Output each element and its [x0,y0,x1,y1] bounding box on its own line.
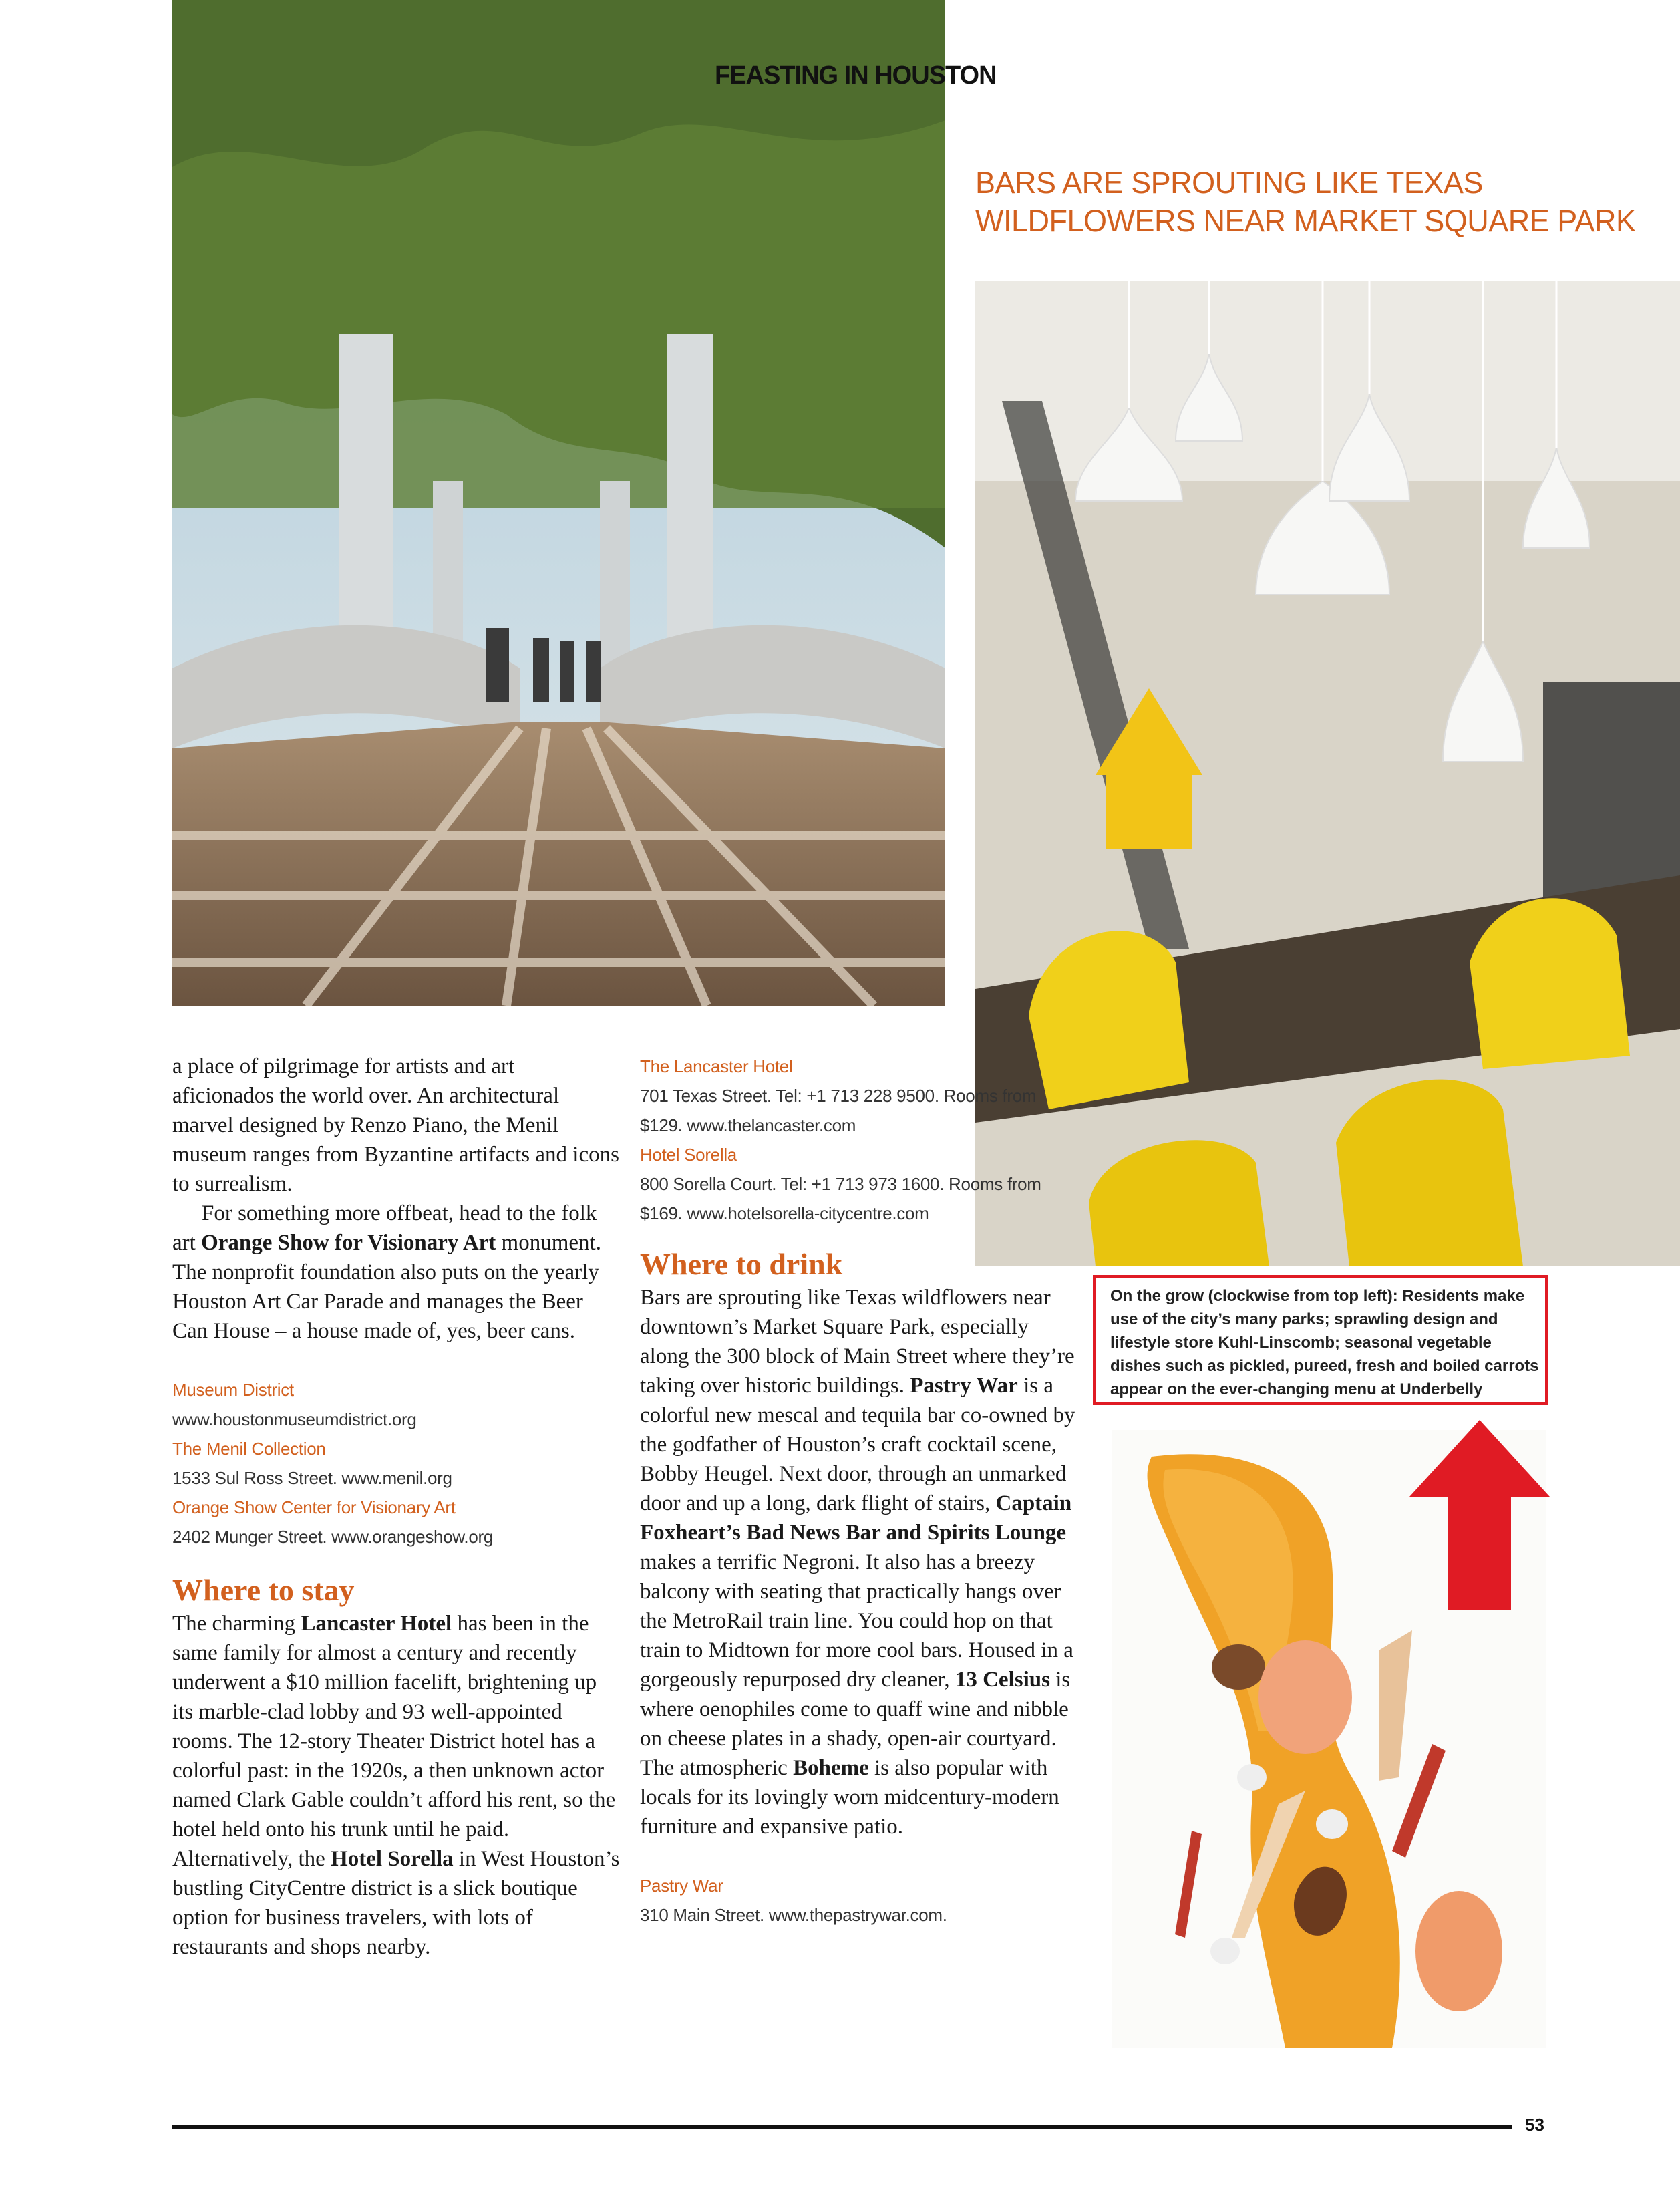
listing-name: Orange Show Center for Visionary Art [172,1497,456,1517]
listing-detail: 2402 Munger Street. www.orangeshow.org [172,1527,493,1547]
hotel-listings [640,1052,1081,1228]
interior-photo [975,281,1680,1266]
page-number: 53 [1525,2115,1544,2135]
footer-rule [172,2125,1512,2129]
listing-name: The Lancaster Hotel [640,1056,793,1076]
listing-name: The Menil Collection [172,1439,326,1459]
orange-show-paragraph: For something more offbeat, head to the folk art Orange Show for Visionary Art monument. The nonprofit foundation also puts on the yearly Houston Art Car Parade and manages the Beer Can House – a house made of, yes, beer cans. [172,1201,601,1343]
listing-name: Hotel Sorella [640,1145,737,1165]
middle-column [640,1052,1081,1930]
red-arrow-icon [1409,1420,1550,1610]
where-to-stay-paragraph: The charming Lancaster Hotel has been in the same family for almost a century and recently underwent a $10 million facelift, brightening up its marble-clad lobby and 93 well-appointed rooms. The 12-story Theater District hotel has a colorful past: in the 1920s, a then unknown actor named Clark Gable couldn’t afford his rent, so the hotel held onto his trunk until he paid. Alternatively, the Hotel Sorella in West Houston’s bustling CityCentre district is a slick boutique option for business travelers, with lots of restaurants and shops nearby. [172,1612,620,1959]
where-to-stay-heading: Where to stay [172,1573,355,1607]
menil-paragraph: a place of pilgrimage for artists and art aficionados the world over. An architectural marvel designed by Renzo Piano, the Menil museum ranges from Byzantine artifacts and icons to surrealism. [172,1054,619,1196]
listing-detail: 310 Main Street. www.thepastrywar.com. [640,1905,947,1925]
museum-listings [172,1375,620,1552]
bar-listing [640,1871,1081,1930]
listing-name: Museum District [172,1380,294,1400]
left-column [172,1052,620,1962]
section-header: FEASTING IN HOUSTON [715,61,997,90]
listing-name: Pastry War [640,1876,723,1896]
listing-detail: 701 Texas Street. Tel: +1 713 228 9500. Rooms from $129. www.thelancaster.com [640,1086,1037,1135]
bridge-photo [172,0,945,1006]
pull-quote: BARS ARE SPROUTING LIKE TEXAS WILDFLOWERS NEAR MARKET SQUARE PARK [975,166,1636,238]
listing-detail: 800 Sorella Court. Tel: +1 713 973 1600. Rooms from $169. www.hotelsorella-citycentre.com [640,1174,1041,1223]
listing-detail: www.houstonmuseumdistrict.org [172,1409,417,1429]
where-to-drink-paragraph: Bars are sprouting like Texas wildflowers near downtown’s Market Square Park, especially along the 300 block of Main Street where they’re taking over historic buildings. Pastry War is a colorful new mescal and tequila bar co-owned by the godfather of Houston’s craft cocktail scene, Bobby Heugel. Next door, through an unmarked door and up a long, dark flight of stairs, Captain Foxheart’s Bad News Bar and Spirits Lounge makes a terrific Negroni. It also has a breezy balcony with seating that practically hangs over the MetroRail train line. You could hop on that train to Midtown for more cool bars. Housed in a gorgeously repurposed dry cleaner, 13 Celsius is where oenophiles come to quaff wine and nibble on cheese plates in a shady, open-air courtyard. The atmospheric Boheme is also popular with locals for its lovingly worn midcentury-modern furniture and expansive patio. [640,1286,1075,1839]
listing-detail: 1533 Sul Ross Street. www.menil.org [172,1468,452,1488]
photo-caption: On the grow (clockwise from top left): Residents make use of the city’s many parks; sprawling design and lifestyle store Kuhl-Linscomb; seasonal vegetable dishes such as pickled, pureed, fresh and boiled carrots appear on the ever-changing menu at Underbelly [1110,1287,1539,1399]
where-to-drink-heading: Where to drink [640,1247,843,1281]
